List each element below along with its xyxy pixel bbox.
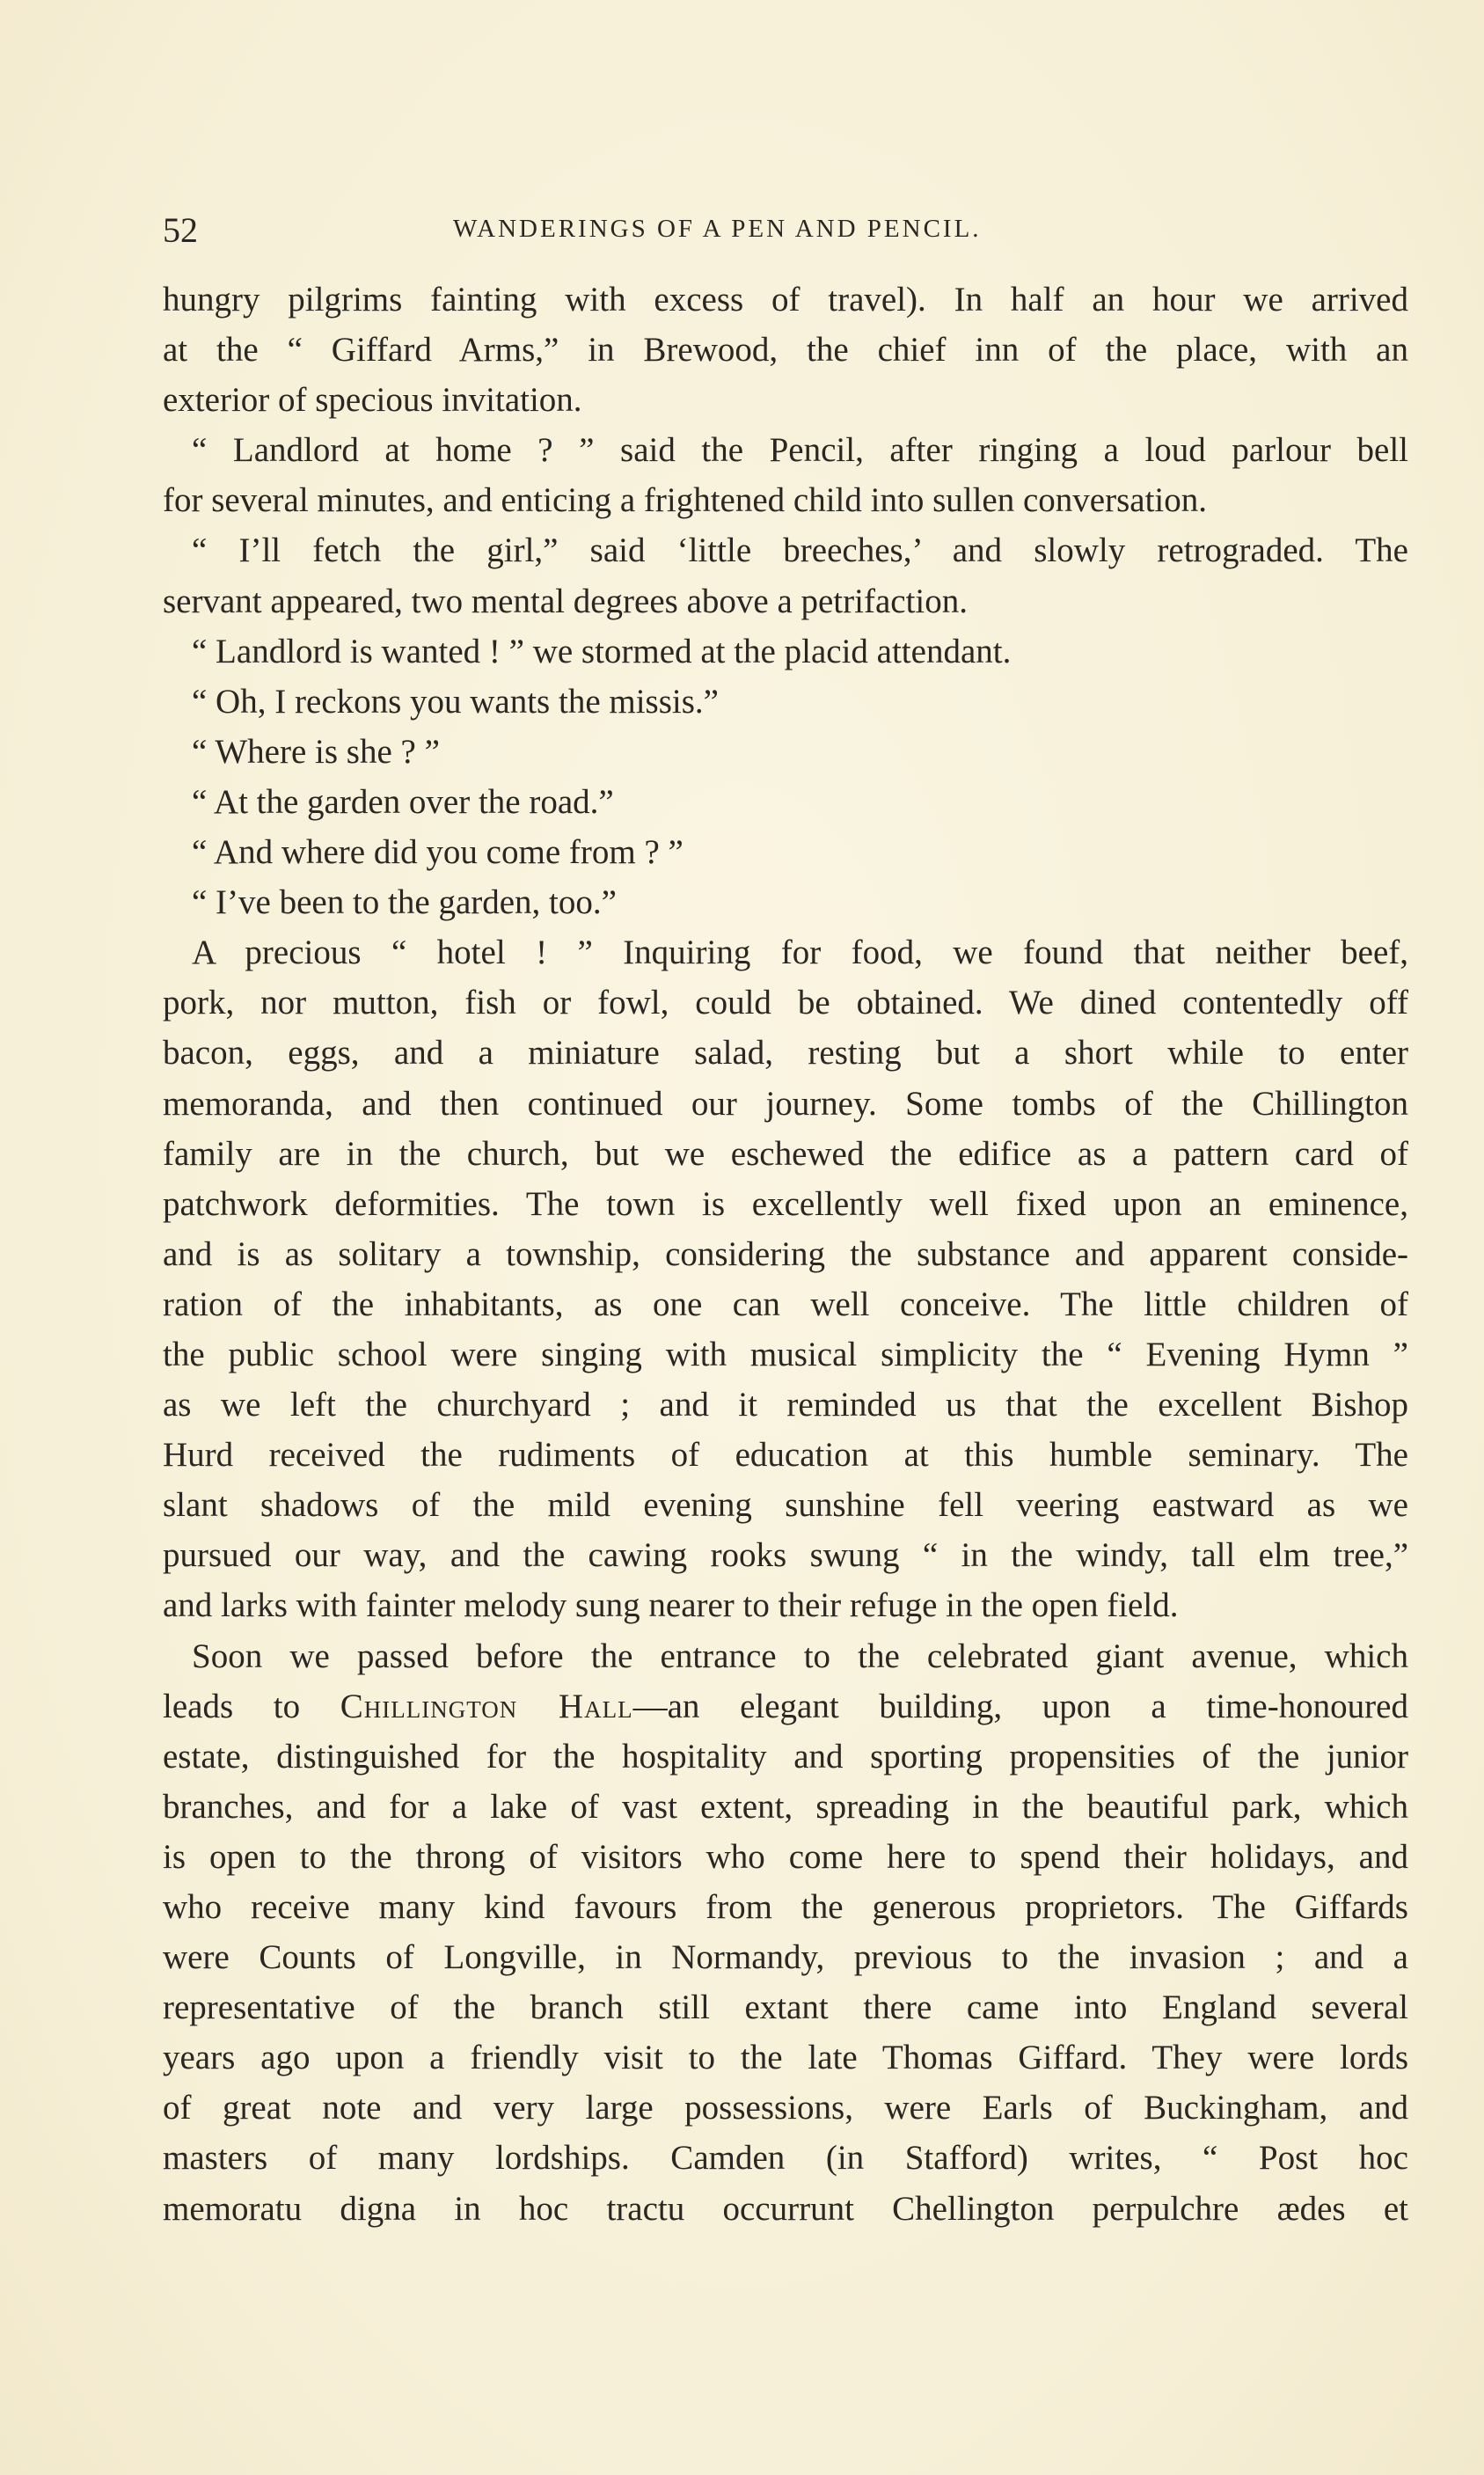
text-fragment: —an elegant building, upon a time-honoured	[632, 1687, 1408, 1725]
text-line	[163, 1079, 1408, 1129]
text-line-content: years ago upon a friendly visit to the late Thomas Giffard. They were lords	[163, 2039, 1408, 2077]
text-line-content: A precious “ hotel ! ” Inquiring for food, we found that neither beef,	[192, 934, 1408, 972]
text-line-content: pork, nor mutton, fish or fowl, could be obtained. We dined contentedly off	[163, 984, 1408, 1022]
text-line-content: “ I’ve been to the garden, too.”	[192, 883, 617, 922]
text-line	[163, 1229, 1408, 1279]
text-line-content: at the “ Giffard Arms,” in Brewood, the chief inn of the place, with an	[163, 331, 1408, 370]
body-text	[163, 275, 1408, 2234]
running-title: WANDERINGS OF A PEN AND PENCIL.	[453, 215, 982, 243]
text-line	[163, 1179, 1408, 1229]
text-line-content: bacon, eggs, and a miniature salad, resting but a short while to enter	[163, 1034, 1408, 1073]
text-fragment: leads to	[163, 1687, 340, 1725]
text-line	[163, 777, 1408, 827]
text-line-content: servant appeared, two mental degrees above a petrifaction.	[163, 582, 968, 620]
running-head	[163, 209, 1408, 253]
text-line-content: and larks with fainter melody sung nearer to their refuge in the open field.	[163, 1586, 1179, 1625]
text-line	[163, 978, 1408, 1028]
text-line-content: ration of the inhabitants, as one can well conceive. The little children of	[163, 1285, 1408, 1323]
text-line	[163, 1530, 1408, 1580]
text-line-content: pursued our way, and the cawing rooks swung “ in the windy, tall elm tree,”	[163, 1536, 1408, 1575]
text-line-content: Soon we passed before the entrance to the celebrated giant avenue, which	[192, 1637, 1408, 1675]
text-line	[163, 1681, 1408, 1732]
text-line-content: estate, distinguished for the hospitality and sporting propensities of the junior	[163, 1737, 1408, 1776]
text-line	[163, 525, 1408, 575]
text-line	[163, 677, 1408, 727]
text-line-content: representative of the branch still extant there came into England several	[163, 1988, 1408, 2027]
text-line	[163, 576, 1408, 626]
text-line	[163, 1782, 1408, 1832]
text-line-content: “ Landlord is wanted ! ” we stormed at the placid attendant.	[192, 632, 1012, 670]
text-line	[163, 1932, 1408, 1982]
text-line-content: “ I’ll fetch the girl,” said ‘little breeches,’ and slowly retrograded. The	[192, 531, 1408, 570]
text-line-content: family are in the church, but we eschewed the edifice as a pattern card of	[163, 1134, 1408, 1173]
text-line	[163, 1430, 1408, 1480]
text-line	[163, 1279, 1408, 1329]
text-line	[163, 2083, 1408, 2133]
text-line-content: “ At the garden over the road.”	[192, 782, 614, 821]
text-line-content: “ Oh, I reckons you wants the missis.”	[192, 682, 719, 721]
text-line	[163, 626, 1408, 677]
text-line-content: who receive many kind favours from the generous proprietors. The Giffards	[163, 1888, 1408, 1926]
text-line	[163, 275, 1408, 325]
text-line	[163, 1329, 1408, 1380]
text-line	[163, 2133, 1408, 2183]
text-line-content: and is as solitary a township, considering the substance and apparent conside-	[163, 1234, 1408, 1273]
text-line-content: for several minutes, and enticing a frightened child into sullen conversation.	[163, 481, 1207, 520]
text-line	[163, 1982, 1408, 2032]
small-caps-name: Chillington Hall	[340, 1687, 633, 1725]
text-line	[163, 1882, 1408, 1932]
text-line	[163, 1580, 1408, 1630]
text-line	[163, 425, 1408, 475]
text-line	[163, 1028, 1408, 1078]
text-line	[163, 877, 1408, 927]
text-line	[163, 1631, 1408, 1681]
text-line-content: exterior of specious invitation.	[163, 381, 582, 420]
text-line-content: hungry pilgrims fainting with excess of travel). In half an hour we arrived	[163, 281, 1408, 319]
text-line	[163, 927, 1408, 978]
text-line-content: is open to the throng of visitors who come here to spend their holidays, and	[163, 1837, 1408, 1876]
text-line-content: Hurd received the rudiments of education at this humble seminary. The	[163, 1436, 1408, 1475]
text-line-content: masters of many lordships. Camden (in Stafford) writes, “ Post hoc	[163, 2139, 1408, 2178]
text-line	[163, 325, 1408, 375]
text-line	[163, 1732, 1408, 1782]
text-line-content: memoranda, and then continued our journey. Some tombs of the Chillington	[163, 1084, 1408, 1123]
text-line-content: as we left the churchyard ; and it reminded us that the excellent Bishop	[163, 1386, 1408, 1424]
text-line-content: patchwork deformities. The town is excellently well fixed upon an eminence,	[163, 1184, 1408, 1223]
text-line	[163, 2184, 1408, 2234]
text-line	[163, 1129, 1408, 1179]
text-line	[163, 1380, 1408, 1430]
text-line	[163, 827, 1408, 877]
text-line-content: of great note and very large possessions, were Earls of Buckingham, and	[163, 2089, 1408, 2127]
text-line-content: “ And where did you come from ? ”	[192, 833, 684, 872]
text-line	[163, 475, 1408, 525]
text-line-content: were Counts of Longville, in Normandy, previous to the invasion ; and a	[163, 1938, 1408, 1977]
text-line	[163, 2032, 1408, 2083]
text-line-content: “ Landlord at home ? ” said the Pencil, after ringing a loud parlour bell	[192, 431, 1408, 470]
page-number: 52	[163, 210, 198, 250]
text-line-content: slant shadows of the mild evening sunshine fell veering eastward as we	[163, 1486, 1408, 1525]
text-line	[163, 375, 1408, 425]
text-line	[163, 1480, 1408, 1530]
text-line-content: branches, and for a lake of vast extent, spreading in the beautiful park, which	[163, 1787, 1408, 1826]
text-line	[163, 727, 1408, 777]
text-line-content: the public school were singing with musical simplicity the “ Evening Hymn ”	[163, 1335, 1408, 1373]
text-line	[163, 1832, 1408, 1882]
text-line-content: memoratu digna in hoc tractu occurrunt Chellington perpulchre ædes et	[163, 2189, 1408, 2228]
text-line-content	[163, 1681, 1408, 1732]
text-line-content: “ Where is she ? ”	[192, 732, 440, 771]
